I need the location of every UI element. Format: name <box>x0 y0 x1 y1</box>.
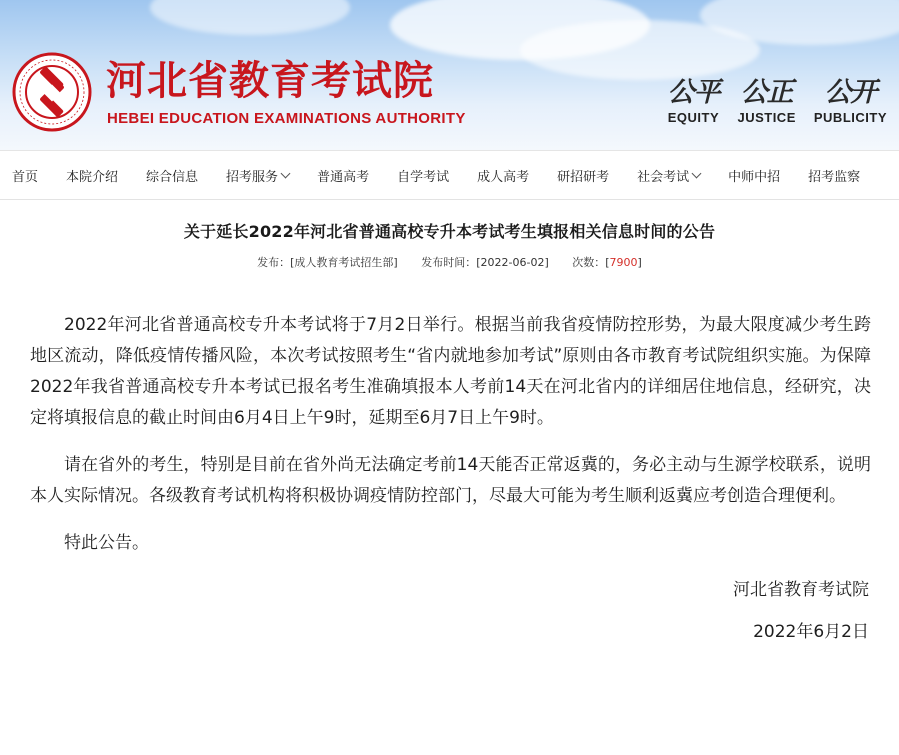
motto-equity <box>667 78 719 125</box>
nav-label: 自学考试 <box>397 169 450 185</box>
nav-label: 招考监察 <box>808 169 861 185</box>
motto-cn: 公开 <box>824 77 877 108</box>
article-paragraph: 2022年河北省普通高校专升本考试将于7月2日举行。根据当前我省疫情防控形势，为最大限度减少考生跨地区流动，降低疫情传播风险，本次考试按照考生“省内就地参加考试”原则由各市教育考试院组织实施。为保障2022年我省普通高校专升本考试已报名考生准确填报本人考前14天在河北省内的详细居住地信息，经研究，决定将填报信息的截止时间由6月4日上午9时，延期至6月7日上午9时。 <box>30 315 871 428</box>
meta-hits-open: [ <box>605 256 610 269</box>
signature-date: 2022年6月2日 <box>753 622 869 642</box>
nav-label: 招考服务 <box>226 169 279 185</box>
nav-admission-services[interactable] <box>226 166 289 185</box>
article-meta <box>0 254 899 270</box>
nav-gaokao[interactable] <box>317 166 369 185</box>
motto-group <box>667 78 887 125</box>
nav-label: 首页 <box>12 169 39 185</box>
motto-en: PUBLICITY <box>813 110 887 125</box>
motto-publicity <box>814 78 887 125</box>
header-cloud <box>150 0 350 35</box>
motto-en: EQUITY <box>667 110 720 125</box>
nav-general-info[interactable] <box>146 166 198 185</box>
meta-hits-label: 次数： <box>572 256 606 269</box>
nav-label: 社会考试 <box>637 169 690 185</box>
meta-publisher <box>257 256 398 269</box>
nav-label: 成人高考 <box>477 169 530 185</box>
meta-hits-close: ] <box>637 256 642 269</box>
article-paragraph: 请在省外的考生，特别是目前在省外尚无法确定考前14天能否正常返冀的，务必主动与生源学校联系，说明本人实际情况。各级教育考试机构将积极协调疫情防控部门，尽最大可能为考生顺利返冀应考创造合理便利。 <box>30 455 871 506</box>
site-title-english: HEBEI EDUCATION EXAMINATIONS AUTHORITY <box>107 110 466 127</box>
article-title: 关于延长2022年河北省普通高校专升本考试考生填报相关信息时间的公告 <box>183 222 716 241</box>
chevron-down-icon <box>281 168 291 178</box>
nav-adult-exam[interactable] <box>477 166 529 185</box>
nav-self-study[interactable] <box>397 166 449 185</box>
article-paragraph: 特此公告。 <box>64 533 149 553</box>
nav-social-exam[interactable] <box>637 166 700 185</box>
nav-label: 本院介绍 <box>66 169 119 185</box>
nav-graduate[interactable] <box>557 166 609 185</box>
site-title[interactable]: 河北省教育考试院 <box>106 58 434 104</box>
nav-supervision[interactable] <box>808 166 860 185</box>
motto-en: JUSTICE <box>737 110 796 125</box>
site-header <box>0 0 899 150</box>
nav-label: 中师中招 <box>728 169 781 185</box>
meta-hits-value: 7900 <box>609 256 638 269</box>
meta-date <box>421 256 549 269</box>
nav-label: 研招研考 <box>557 169 610 185</box>
motto-cn: 公平 <box>667 77 720 108</box>
signature-org: 河北省教育考试院 <box>733 580 869 600</box>
motto-justice <box>737 78 795 125</box>
meta-date-value: [2022-06-02] <box>476 256 549 269</box>
chevron-down-icon <box>692 168 702 178</box>
meta-hits <box>572 256 642 269</box>
site-logo-emblem[interactable] <box>12 52 92 132</box>
nav-home[interactable] <box>12 166 38 185</box>
nav-label: 普通高考 <box>317 169 370 185</box>
nav-label: 综合信息 <box>146 169 199 185</box>
nav-secondary[interactable] <box>728 166 780 185</box>
nav-about[interactable] <box>66 166 118 185</box>
article-body <box>0 310 899 559</box>
meta-publisher-label: 发布： <box>257 256 291 269</box>
meta-date-label: 发布时间： <box>421 256 477 269</box>
main-nav <box>0 150 899 200</box>
meta-publisher-value: [成人教育考试招生部] <box>290 256 398 269</box>
motto-cn: 公正 <box>740 77 793 108</box>
article <box>0 219 899 642</box>
